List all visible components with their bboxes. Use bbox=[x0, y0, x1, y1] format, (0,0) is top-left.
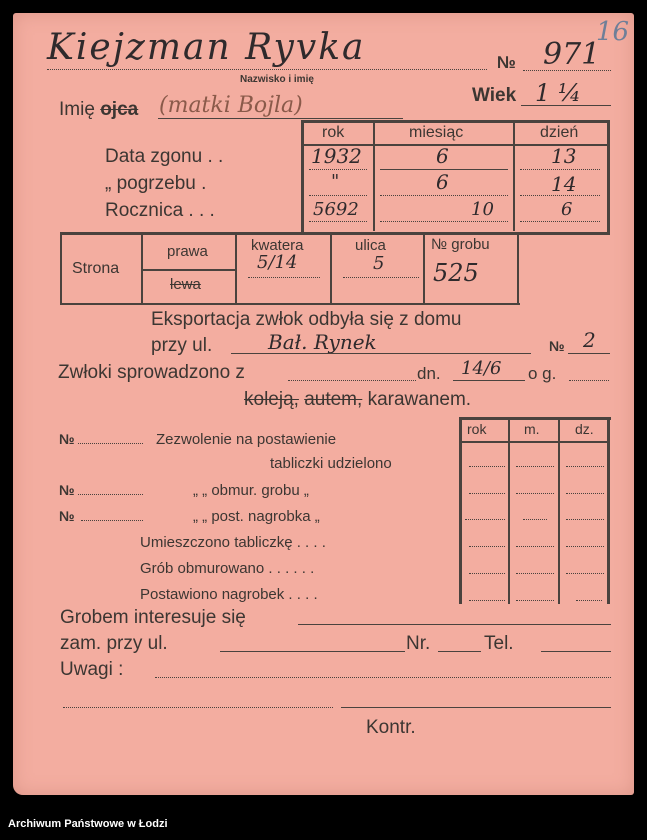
street-line bbox=[343, 277, 419, 278]
dates-table-border-left bbox=[301, 121, 304, 233]
nr-label: Nr. bbox=[406, 633, 431, 654]
grave-table-bottom bbox=[60, 303, 520, 305]
quarter-line bbox=[248, 277, 320, 278]
permits-r6-c3 bbox=[576, 600, 602, 601]
burial-day: 14 bbox=[551, 172, 577, 196]
grave-no-label: № grobu bbox=[431, 236, 490, 253]
grave-col-3 bbox=[330, 234, 332, 304]
brought-label: Zwłoki sprowadzono z bbox=[58, 362, 245, 383]
interested-label: Grobem interesuje się bbox=[60, 607, 246, 628]
death-day-line bbox=[520, 169, 600, 170]
side-right: prawa bbox=[167, 243, 208, 260]
corner-annotation: 16 bbox=[596, 17, 630, 47]
permits-r2-c1 bbox=[469, 493, 505, 494]
permits-col-1 bbox=[508, 419, 510, 604]
permits-col-m: m. bbox=[524, 421, 540, 437]
number-label: № bbox=[497, 53, 516, 72]
permits-r3-c1 bbox=[465, 519, 505, 520]
permit-no-line-2 bbox=[78, 494, 143, 495]
hour-label: o g. bbox=[528, 364, 557, 383]
side-divider bbox=[143, 269, 235, 271]
export-street-line bbox=[231, 353, 531, 354]
death-year-line bbox=[309, 169, 367, 170]
permits-r2-c3 bbox=[566, 493, 604, 494]
permits-r5-c1 bbox=[469, 573, 505, 574]
burial-date-label: „ pogrzebu . bbox=[105, 173, 207, 194]
age-value: 1 ¼ bbox=[535, 79, 582, 107]
export-street-label: przy ul. bbox=[151, 335, 213, 356]
permits-col-2 bbox=[558, 419, 560, 604]
permit-no-mark-1: № bbox=[59, 431, 75, 447]
permits-r5-c2 bbox=[516, 573, 554, 574]
dates-col-divider-1 bbox=[373, 123, 375, 231]
permits-r3-c2 bbox=[523, 519, 547, 520]
permit-row-3: „ „ obmur. grobu „ bbox=[193, 482, 309, 499]
permit-no-mark-3: № bbox=[59, 508, 75, 524]
anniversary-day: 6 bbox=[561, 199, 573, 220]
col-dzien: dzień bbox=[540, 124, 579, 141]
record-number: 971 bbox=[543, 37, 601, 72]
age-label: Wiek bbox=[472, 85, 517, 106]
tel-line bbox=[541, 651, 611, 652]
name-caption: Nazwisko i imię bbox=[240, 74, 314, 85]
house-no-value: 2 bbox=[583, 328, 596, 352]
name-line bbox=[47, 69, 487, 70]
permit-no-line-1 bbox=[78, 443, 143, 444]
burial-year-line bbox=[309, 195, 367, 196]
permits-header-rule bbox=[462, 441, 607, 443]
age-line bbox=[521, 105, 611, 106]
death-date-label: Data zgonu . . bbox=[105, 146, 224, 167]
tombstone-placed-label: Postawiono nagrobek . . . . bbox=[140, 586, 318, 603]
side-label: Strona bbox=[72, 260, 120, 277]
grave-col-2 bbox=[235, 234, 237, 304]
permits-r6-c1 bbox=[469, 600, 505, 601]
day-line bbox=[453, 380, 525, 381]
street-label: ulica bbox=[355, 237, 386, 254]
transport-options bbox=[244, 389, 471, 411]
father-label-prefix: Imię bbox=[59, 99, 95, 120]
death-day: 13 bbox=[551, 144, 577, 168]
permits-r1-c1 bbox=[469, 466, 505, 467]
control-label: Kontr. bbox=[366, 717, 416, 738]
notes-line-2b bbox=[341, 707, 611, 708]
permits-r6-c2 bbox=[516, 600, 554, 601]
archive-credit: Archiwum Państwowe w Łodzi bbox=[8, 818, 168, 830]
brought-from-line bbox=[288, 380, 416, 381]
permits-r1-c3 bbox=[566, 466, 604, 467]
tel-label: Tel. bbox=[484, 633, 514, 654]
quarter-label: kwatera bbox=[251, 237, 304, 254]
burial-month: 6 bbox=[436, 170, 449, 194]
side-left-struck: lewa bbox=[170, 276, 201, 293]
nr-line bbox=[438, 651, 481, 652]
hour-line bbox=[569, 380, 609, 381]
notes-line-2a bbox=[63, 707, 333, 708]
export-heading: Eksportacja zwłok odbyła się z domu bbox=[151, 309, 462, 330]
permit-row-2: tabliczki udzielono bbox=[270, 455, 392, 472]
permits-col-dz: dz. bbox=[575, 421, 594, 437]
burial-year: " bbox=[331, 171, 340, 192]
quarter-value: 5/14 bbox=[257, 252, 298, 273]
notes-line-1 bbox=[155, 677, 611, 678]
anniversary-year: 5692 bbox=[313, 199, 359, 220]
dates-col-divider-2 bbox=[513, 123, 515, 231]
permits-r4-c1 bbox=[469, 546, 505, 547]
notes-label: Uwagi : bbox=[60, 659, 124, 680]
anniversary-day-line bbox=[520, 221, 600, 222]
permits-r1-c2 bbox=[516, 466, 554, 467]
grave-table-left bbox=[60, 232, 62, 304]
permits-r2-c2 bbox=[516, 493, 554, 494]
col-miesiac: miesiąc bbox=[409, 124, 464, 141]
burial-month-line bbox=[380, 195, 508, 196]
anniversary-month-line bbox=[380, 221, 508, 222]
address-label: zam. przy ul. bbox=[60, 633, 168, 654]
father-label bbox=[59, 99, 138, 121]
grave-no-value: 525 bbox=[433, 259, 479, 287]
burial-day-line bbox=[520, 195, 600, 196]
interested-line bbox=[298, 624, 611, 625]
street-value: 5 bbox=[373, 253, 385, 274]
col-rok: rok bbox=[322, 124, 345, 141]
permits-table-left bbox=[459, 418, 462, 604]
permit-row-1: Zezwolenie na postawienie bbox=[156, 431, 337, 448]
permits-r4-c2 bbox=[516, 546, 554, 547]
parent-line bbox=[158, 118, 403, 119]
day-label: dn. bbox=[417, 364, 441, 383]
permit-no-line-3 bbox=[81, 520, 143, 521]
permit-row-4: „ „ post. nagrobka „ bbox=[193, 508, 320, 525]
permits-table-right bbox=[607, 418, 610, 604]
anniversary-label: Rocznica . . . bbox=[105, 200, 215, 221]
father-label-struck: ojca bbox=[100, 99, 139, 120]
name-handwritten: Kiejzman Ryvka bbox=[47, 27, 366, 68]
grave-col-5 bbox=[517, 234, 519, 304]
death-month: 6 bbox=[436, 144, 449, 168]
permit-no-mark-2: № bbox=[59, 482, 75, 498]
dates-table-border-right bbox=[607, 121, 610, 233]
permits-r4-c3 bbox=[566, 546, 604, 547]
permits-table-top bbox=[459, 417, 611, 420]
placed-plate-label: Umieszczono tabliczkę . . . . bbox=[140, 534, 326, 551]
grave-col-4 bbox=[423, 234, 425, 304]
address-line bbox=[220, 651, 405, 652]
dates-table-top bbox=[301, 120, 610, 123]
death-year: 1932 bbox=[311, 144, 362, 168]
transport-rail-struck: koleją, bbox=[244, 389, 299, 410]
anniversary-year-line bbox=[309, 221, 367, 222]
anniversary-month: 10 bbox=[471, 199, 494, 220]
grave-walled-label: Grób obmurowano . . . . . . bbox=[140, 560, 315, 577]
house-no-label: № bbox=[549, 338, 565, 354]
transport-hearse: karawanem. bbox=[367, 389, 472, 410]
permits-col-rok: rok bbox=[467, 421, 487, 437]
burial-record-card bbox=[13, 13, 634, 795]
permits-r3-c3 bbox=[566, 519, 604, 520]
transport-car-struck: autem, bbox=[304, 389, 363, 410]
permits-r5-c3 bbox=[566, 573, 604, 574]
house-no-line bbox=[568, 353, 610, 354]
export-street-value: Bał. Rynek bbox=[268, 330, 377, 354]
day-value: 14/6 bbox=[461, 358, 502, 379]
parent-name: (matki Bojla) bbox=[159, 93, 303, 118]
